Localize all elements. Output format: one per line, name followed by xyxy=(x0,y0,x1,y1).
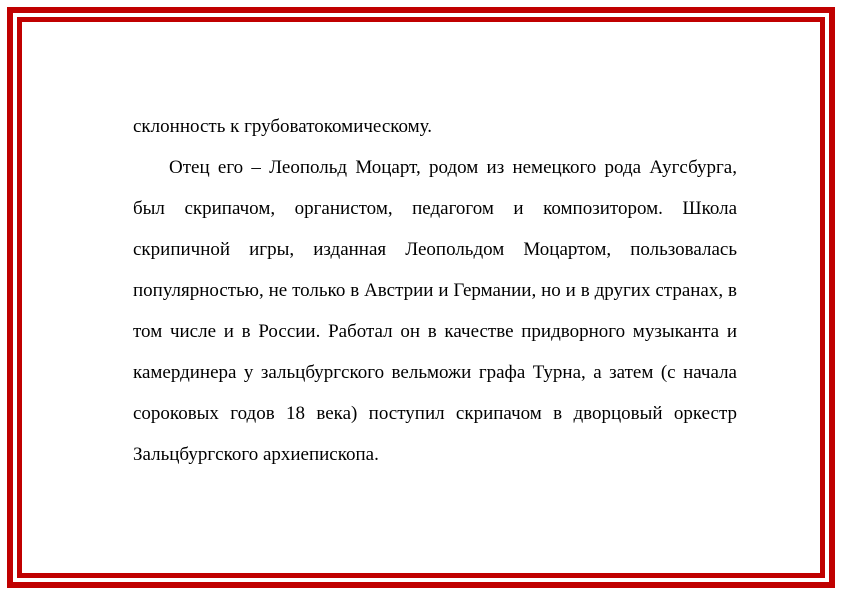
document-body xyxy=(133,106,737,475)
paragraph-continuation: склонность к грубоватокомическому. xyxy=(133,116,433,137)
paragraph-leopold-mozart: Отец его – Леопольд Моцарт, родом из немецкого рода Аугсбурга, был скрипачом, органистом, педагогом и композитором. Школа скрипичной игры, изданная Леопольдом Моцартом, пользовалась популярностью, не только в Австрии и Германии, но и в других странах, в том числе и в России. Работал он в качестве придворного музыканта и камердинера у зальцбургского вельможи графа Турна, а затем (с начала сороковых годов 18 века) поступил скрипачом в дворцовый оркестр Зальцбургского архиепископа. xyxy=(133,157,737,465)
